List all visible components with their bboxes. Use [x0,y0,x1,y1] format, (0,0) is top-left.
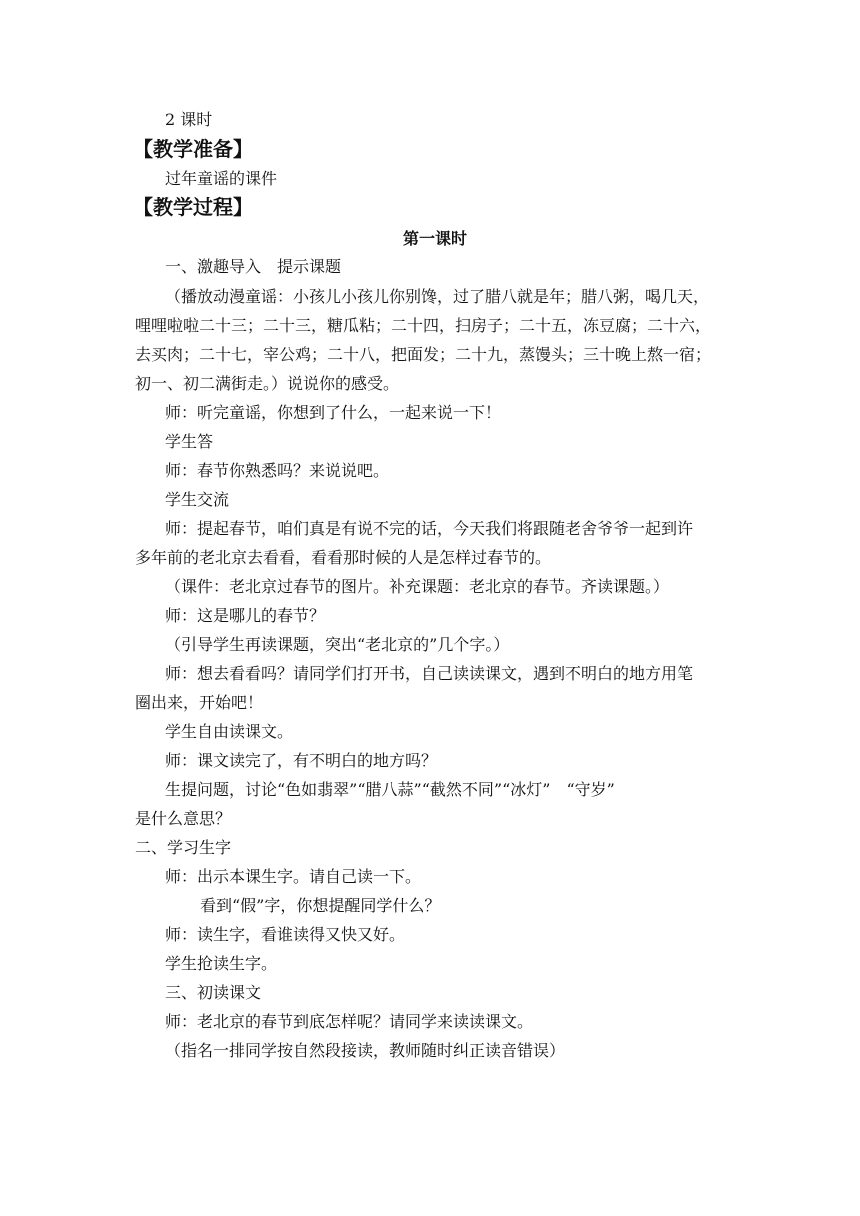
paragraph-line: 师：这是哪儿的春节？ [165,606,326,625]
process-heading: 【教学过程】 [133,195,253,219]
paragraph-line: 初一、初二满街走。）说说你的感受。 [135,374,400,393]
paragraph-line: 生提问题，讨论“色如翡翠”“腊八蒜”“截然不同”“冰灯” “守岁” [165,780,615,799]
paragraph-line: 师：出示本课生字。请自己读一下。 [165,867,422,886]
paragraph-line: 圈出来，开始吧！ [135,693,264,712]
section-heading: 一、激趣导入 提示课题 [165,257,342,276]
prep-heading: 【教学准备】 [133,137,253,161]
paragraph-line: 师：听完童谣，你想到了什么，一起来说一下！ [165,403,502,422]
class-period: 2 课时 [165,110,213,129]
paragraph-line: 去买肉；二十七，宰公鸡；二十八，把面发；二十九，蒸馒头；三十晚上熬一宿； [135,345,712,364]
paragraph-line: 看到“假”字，你想提醒同学什么？ [200,896,441,915]
paragraph-line: 师：读生字，看谁读得又快又好。 [165,925,406,944]
section-heading: 三、初读课文 [165,983,262,1002]
paragraph-line: （播放动漫童谣：小孩儿小孩儿你别馋，过了腊八就是年；腊八粥，喝几天， [165,287,710,306]
paragraph-line: 多年前的老北京去看看，看看那时候的人是怎样过春节的。 [135,548,552,567]
paragraph-line: 哩哩啦啦二十三；二十三，糖瓜粘；二十四，扫房子；二十五，冻豆腐；二十六， [135,316,712,335]
section-heading: 二、学习生字 [135,838,232,857]
paragraph-line: 师：课文读完了，有不明白的地方吗？ [165,751,438,770]
lesson-title: 第一课时 [402,229,467,248]
paragraph-line: 师：想去看看吗？请同学们打开书，自己读读课文，遇到不明白的地方用笔 [165,664,694,683]
paragraph-line: （引导学生再读课题，突出“老北京的”几个字。） [165,635,510,654]
paragraph-line: 学生抢读生字。 [165,954,278,973]
paragraph-line: 师：提起春节，咱们真是有说不完的话，今天我们将跟随老舍爷爷一起到许 [165,519,694,538]
prep-text: 过年童谣的课件 [165,169,278,188]
paragraph-line: （课件：老北京过春节的图片。补充课题：老北京的春节。齐读课题。） [165,577,670,596]
paragraph-line: 学生答 [165,432,214,451]
paragraph-line: 是什么意思？ [135,809,232,828]
paragraph-line: 学生交流 [165,490,230,509]
paragraph-line: 师：春节你熟悉吗？来说说吧。 [165,461,390,480]
paragraph-line: （指名一排同学按自然段接读，教师随时纠正读音错误） [165,1041,566,1060]
paragraph-line: 学生自由读课文。 [165,722,294,741]
paragraph-line: 师：老北京的春节到底怎样呢？请同学来读读课文。 [165,1012,534,1031]
